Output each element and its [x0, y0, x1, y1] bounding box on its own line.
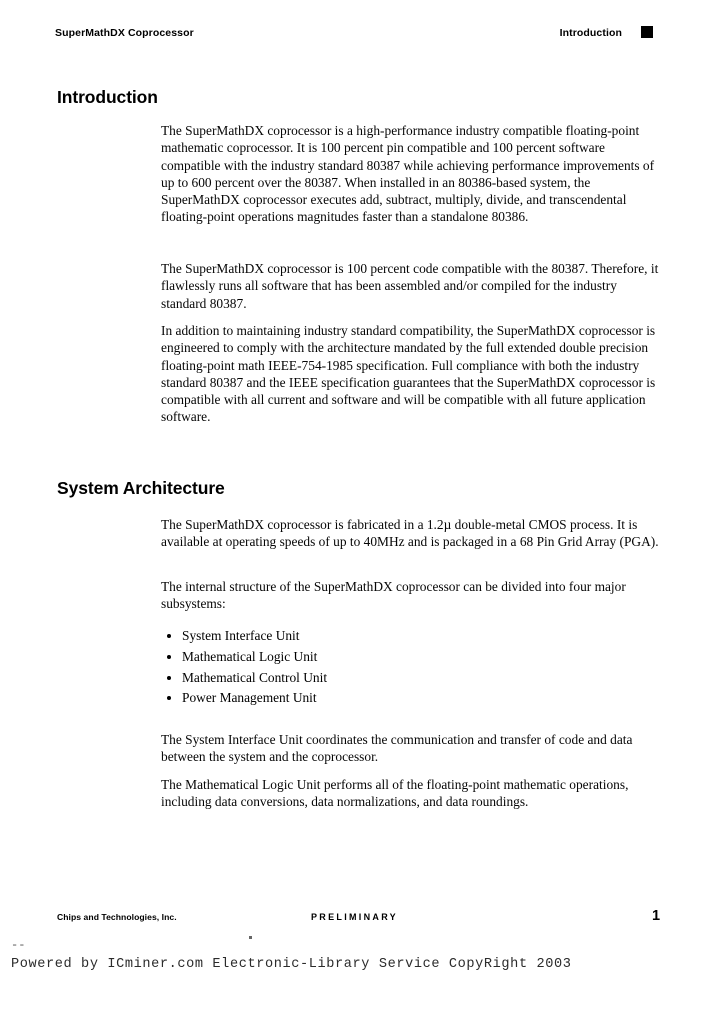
introduction-paragraph-3: In addition to maintaining industry standard compatibility, the SuperMathDX coprocessor is engineered to comply with the architecture mandated by the full extended double precision floating-point math IEEE-754-1985 specification. Full compliance with both the industry standard 80387 and the IEEE specification guarantees that the SuperMathDX coprocessor is compatible with all current and software and will be compatible with all future application software. [161, 323, 656, 425]
list-item [161, 668, 641, 689]
header-section-name: Introduction [559, 27, 622, 39]
header-document-title: SuperMathDX Coprocessor [55, 27, 194, 39]
footer-company-name: Chips and Technologies, Inc. [57, 912, 177, 922]
section-tab-marker-icon [641, 26, 653, 38]
scan-service-watermark: Powered by ICminer.com Electronic-Library Service CopyRight 2003 [11, 957, 572, 972]
list-item [161, 626, 641, 647]
subsystem-list [161, 626, 641, 709]
heading-system-architecture: System Architecture [57, 478, 225, 498]
system-architecture-paragraph-2: The internal structure of the SuperMathDX coprocessor can be divided into four major subsystems: [161, 579, 626, 612]
list-item [161, 647, 641, 668]
introduction-paragraph-1: The SuperMathDX coprocessor is a high-performance industry compatible floating-point mathematic coprocessor. It is 100 percent pin compatible and 100 percent software compatible with the industry standard 80387 while achieving performance improvements of up to 600 percent over the 80387. When installed in an 80386-based system, the SuperMathDX coprocessor executes add, subtract, multiply, divide, and transcendental floating-point operations magnitudes faster than a standalone 80386. [161, 123, 655, 225]
bullet-dot-icon [167, 696, 171, 700]
introduction-paragraph-2: The SuperMathDX coprocessor is 100 percent code compatible with the 80387. Therefore, it flawlessly runs all software that has been assembled and/or compiled for the industry standard 80387. [161, 261, 659, 311]
scan-artifact-dash: -- [11, 938, 26, 952]
running-header [55, 27, 655, 43]
page-footer [0, 908, 720, 930]
list-item-label: Power Management Unit [182, 690, 317, 706]
system-architecture-paragraph-1: The SuperMathDX coprocessor is fabricated in a 1.2µ double-metal CMOS process. It is available at operating speeds of up to 40MHz and is packaged in a 68 Pin Grid Array (PGA). [161, 517, 659, 550]
list-item-label: Mathematical Control Unit [182, 669, 328, 685]
list-item [161, 688, 641, 709]
page-number: 1 [652, 908, 661, 924]
footer-status-label: PRELIMINARY [311, 912, 398, 922]
bullet-dot-icon [167, 676, 171, 680]
bullet-dot-icon [167, 634, 171, 638]
mathematical-logic-unit-paragraph: The Mathematical Logic Unit performs all of the floating-point mathematic operations, including data conversions, data normalizations, and data roundings. [161, 777, 629, 810]
bullet-dot-icon [167, 655, 171, 659]
list-item-label: System Interface Unit [182, 628, 300, 643]
list-item-label: Mathematical Logic Unit [182, 648, 318, 664]
heading-introduction: Introduction [57, 87, 158, 107]
scan-artifact-dot [249, 936, 252, 939]
system-interface-unit-paragraph: The System Interface Unit coordinates the communication and transfer of code and data between the system and the coprocessor. [161, 732, 633, 765]
